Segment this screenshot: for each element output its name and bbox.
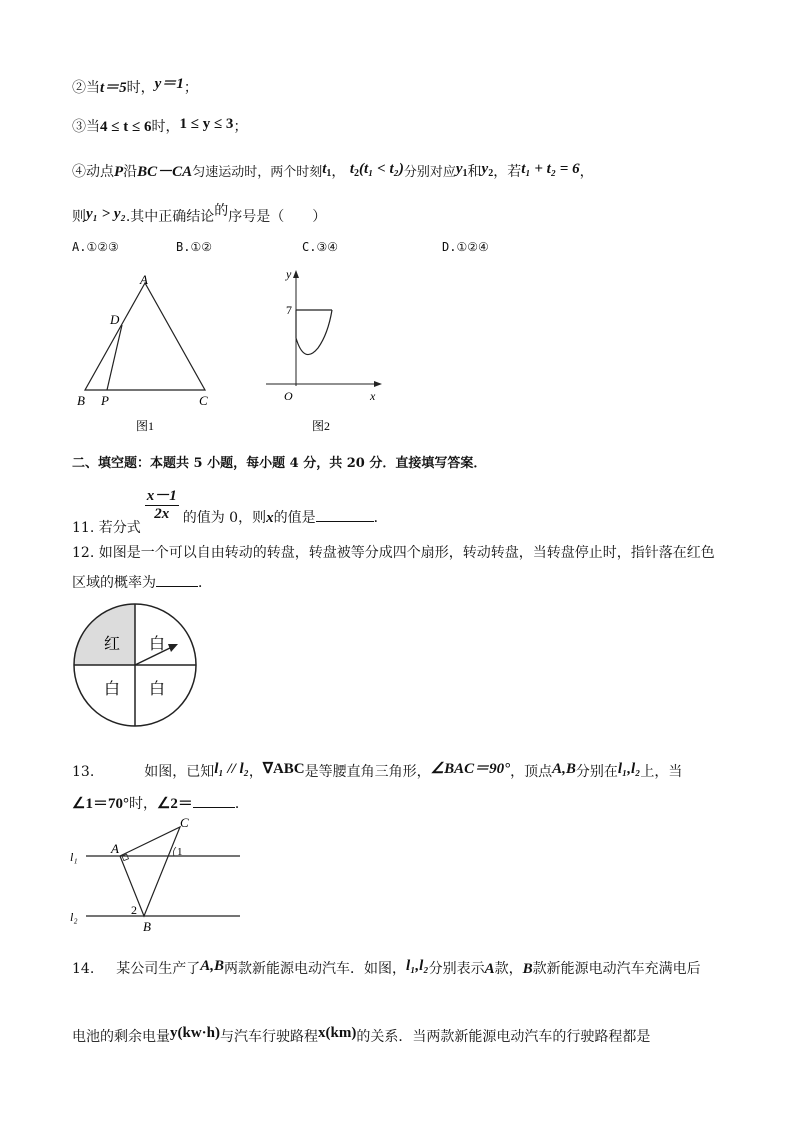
- fig3-angle-1: 1: [177, 846, 183, 858]
- question-13-line-1: 13. 如图，已知l₁ // l₂，∇ABC是等腰直角三角形，∠BAC＝90°，顶点A,B分别在l₁,l₂上，当: [72, 761, 683, 780]
- option-c: C.③④: [302, 240, 338, 254]
- fig2-caption: 图2: [312, 419, 331, 433]
- figure-1-triangle: [70, 268, 230, 438]
- spinner-figure: [72, 602, 200, 730]
- q11-fraction: $\frac{x-1}{2x}$: [145, 484, 179, 523]
- fig1-label-b: B: [77, 393, 85, 408]
- fig2-axis-x: x: [370, 389, 376, 403]
- condition-2: ②当t＝5时，y＝1；: [72, 76, 198, 96]
- option-d: D.①②④: [442, 240, 489, 254]
- condition-conclusion: 则y₁ > y₂.其中正确结论的序号是（ ）: [72, 203, 327, 225]
- fig3-label-c: C: [180, 815, 189, 830]
- fig1-label-p: P: [101, 393, 109, 408]
- question-12-line-1: 12. 如图是一个可以自由转动的转盘，转盘被等分成四个扇形，转动转盘，当转盘停止时，指针落在红色: [72, 545, 715, 561]
- spinner-white-2: 白: [104, 681, 121, 698]
- fig3-angle-2: 2: [131, 903, 137, 917]
- q12-answer-blank[interactable]: [156, 574, 198, 587]
- condition-3: ③当4 ≤ t ≤ 6时，1 ≤ y ≤ 3；: [72, 116, 248, 135]
- fig1-caption: 图1: [136, 419, 155, 433]
- q11-answer-blank[interactable]: [316, 509, 374, 522]
- fig1-label-d: D: [110, 312, 120, 327]
- question-14-line-1: 14. 某公司生产了A,B两款新能源电动汽车．如图，l₁,l₂分别表示A款，B款新能源电动汽车充满电后: [72, 958, 701, 977]
- spinner-white-1: 白: [149, 636, 166, 653]
- question-13-line-2: ∠1＝70°时，∠2＝ ．: [72, 796, 249, 812]
- figure-3-parallel-lines: [70, 815, 245, 935]
- option-b: B.①②: [176, 240, 212, 254]
- fig3-label-a: A: [111, 841, 119, 856]
- spinner-red: 红: [104, 636, 121, 653]
- section-heading: 二、填空题：本题共 5 小题，每小题 4 分，共 20 分．直接填写答案．: [72, 456, 487, 471]
- fig2-origin: O: [284, 389, 293, 403]
- condition-4: ④动点P沿BC－CA匀速运动时，两个时刻$t_1$， $t_2(t_1 < t_2)$分别对应$y_1$和$y_2$，若t₁ + t₂ = 6，: [72, 161, 594, 180]
- question-12-line-2: 区域的概率为 ．: [72, 575, 212, 591]
- fig3-label-b: B: [143, 919, 151, 934]
- q13-answer-blank[interactable]: [193, 795, 235, 808]
- spinner-white-3: 白: [149, 681, 166, 698]
- question-14-line-2: 电池的剩余电量y(kw·h)与汽车行驶路程x(km)的关系．当两款新能源电动汽车的行驶路程都是: [72, 1025, 651, 1045]
- fig1-label-c: C: [199, 393, 208, 408]
- fig1-label-a: A: [140, 272, 148, 287]
- question-11: 11. 若分式 $\frac{x-1}{2x}$ 的值为 0，则x的值是 ．: [72, 484, 388, 528]
- fig2-axis-y: y: [286, 268, 292, 281]
- fig3-label-l1: l₁: [70, 850, 78, 864]
- option-a: A.①②③: [72, 240, 119, 254]
- figure-2-graph: [258, 268, 388, 438]
- fig2-tick-7: 7: [286, 303, 292, 317]
- fig3-label-l2: l₂: [70, 910, 78, 924]
